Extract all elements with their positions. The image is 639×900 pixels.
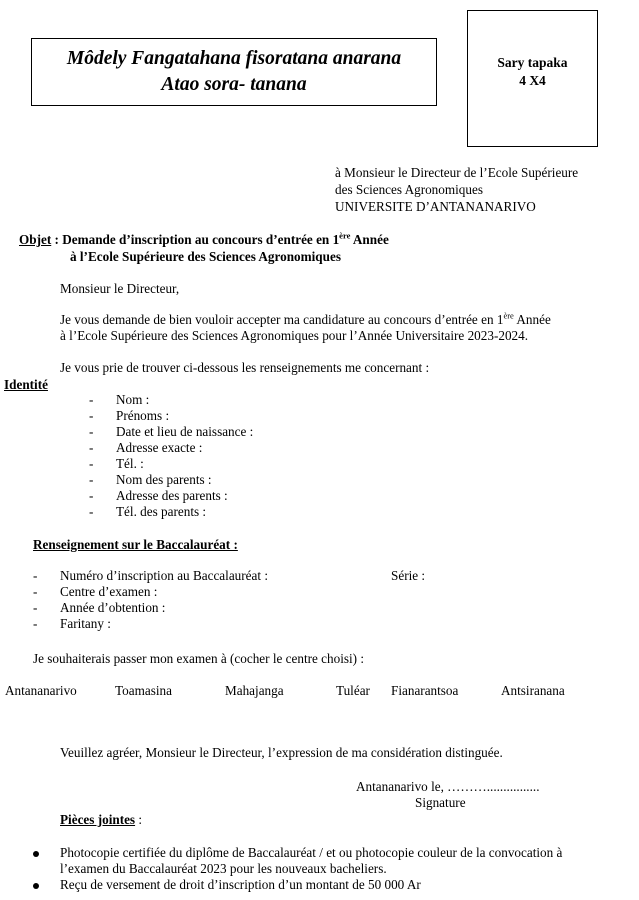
body-p1-text: Je vous demande de bien vouloir accepter ma candidature au concours d’entrée en 1 — [60, 312, 504, 327]
identity-dash: - — [89, 440, 94, 455]
identity-field-prenoms: Prénoms : — [116, 408, 170, 423]
identity-heading — [4, 377, 48, 393]
identity-heading-text: Identité — [4, 377, 48, 392]
photo-size: 4 X4 — [519, 73, 546, 88]
bac-field-centre: Centre d’examen : — [60, 584, 158, 599]
attachment-item-2: Reçu de versement de droit d’inscription d’un montant de 50 000 Ar — [60, 877, 421, 892]
centre-option-tulear[interactable]: Tuléar — [336, 683, 370, 698]
form-title: Môdely Fangatahana fisoratana anarana — [66, 48, 402, 69]
identity-field-parents-name: Nom des parents : — [116, 472, 212, 487]
identity-field-birth: Date et lieu de naissance : — [116, 424, 254, 439]
objet-line-1 — [19, 232, 389, 248]
identity-field-address: Adresse exacte : — [116, 440, 203, 455]
objet-label: Objet — [19, 232, 52, 247]
signature-label: Signature — [415, 795, 466, 810]
photo-placeholder-box — [467, 10, 598, 147]
identity-field-parents-address: Adresse des parents : — [116, 488, 228, 503]
identity-dash: - — [89, 456, 94, 471]
closing-formula: Veuillez agréer, Monsieur le Directeur, l’expression de ma considération distinguée. — [60, 745, 503, 760]
exam-choice-instruction: Je souhaiterais passer mon examen à (cocher le centre choisi) : — [33, 651, 365, 666]
recipient-line-1: à Monsieur le Directeur de l’Ecole Supérieure — [335, 165, 579, 180]
attachments-heading-sep: : — [135, 812, 143, 827]
attachment-item-1-line-2: l’examen du Baccalauréat 2023 pour les nouveaux bacheliers. — [60, 861, 387, 876]
attachments-heading — [60, 812, 142, 828]
attachment-item-1-line-1: Photocopie certifiée du diplôme de Baccalauréat / et ou photocopie couleur de la convocation à — [60, 845, 563, 860]
bac-heading-text: Renseignement sur le Baccalauréat : — [33, 537, 238, 552]
objet-subject-sup: ère — [339, 230, 351, 241]
photo-label: Sary tapaka — [497, 55, 568, 70]
objet-subject-post: Année — [350, 232, 389, 247]
bac-dash: - — [33, 616, 38, 631]
body-paragraph-2: Je vous prie de trouver ci-dessous les renseignements me concernant : — [60, 360, 430, 375]
bac-field-number: Numéro d’inscription au Baccalauréat : — [60, 568, 268, 583]
centre-option-mahajanga[interactable]: Mahajanga — [225, 683, 284, 698]
objet-line-2: à l’Ecole Supérieure des Sciences Agronomiques — [70, 249, 341, 264]
bullet-icon — [33, 883, 39, 889]
body-p1-sup: ère — [503, 310, 514, 321]
bac-dash: - — [33, 568, 38, 583]
salutation: Monsieur le Directeur, — [60, 281, 180, 296]
body-paragraph-1-line-1 — [60, 312, 551, 328]
identity-dash: - — [89, 408, 94, 423]
bac-dash: - — [33, 600, 38, 615]
body-p1-post: Année — [513, 312, 551, 327]
bac-field-faritany: Faritany : — [60, 616, 111, 631]
body-paragraph-1-line-2: à l’Ecole Supérieure des Sciences Agronomiques pour l’Année Universitaire 2023-2024. — [60, 328, 529, 343]
identity-field-parents-tel: Tél. des parents : — [116, 504, 207, 519]
objet-subject-pre: Demande d’inscription au concours d’entrée en 1 — [62, 232, 340, 247]
centre-option-antsiranana[interactable]: Antsiranana — [501, 683, 565, 698]
identity-field-nom: Nom : — [116, 392, 150, 407]
bac-heading — [33, 537, 238, 553]
centre-option-antananarivo[interactable]: Antananarivo — [5, 683, 77, 698]
objet-separator: : — [51, 232, 63, 247]
identity-dash: - — [89, 424, 94, 439]
identity-dash: - — [89, 392, 94, 407]
bullet-icon — [33, 851, 39, 857]
recipient-line-2: des Sciences Agronomiques — [335, 182, 483, 197]
identity-dash: - — [89, 472, 94, 487]
identity-field-tel: Tél. : — [116, 456, 144, 471]
identity-dash: - — [89, 504, 94, 519]
centre-option-toamasina[interactable]: Toamasina — [115, 683, 172, 698]
identity-dash: - — [89, 488, 94, 503]
attachments-heading-text: Pièces jointes — [60, 812, 136, 827]
centre-option-fianarantsoa[interactable]: Fianarantsoa — [391, 683, 459, 698]
recipient-line-3: UNIVERSITE D’ANTANANARIVO — [335, 199, 536, 214]
bac-field-serie: Série : — [391, 568, 426, 583]
bac-field-year: Année d’obtention : — [60, 600, 166, 615]
form-subtitle: Atao sora- tanana — [161, 74, 307, 95]
form-title-box — [31, 38, 437, 106]
place-date-line: Antananarivo le, ………................ — [356, 779, 540, 794]
bac-dash: - — [33, 584, 38, 599]
